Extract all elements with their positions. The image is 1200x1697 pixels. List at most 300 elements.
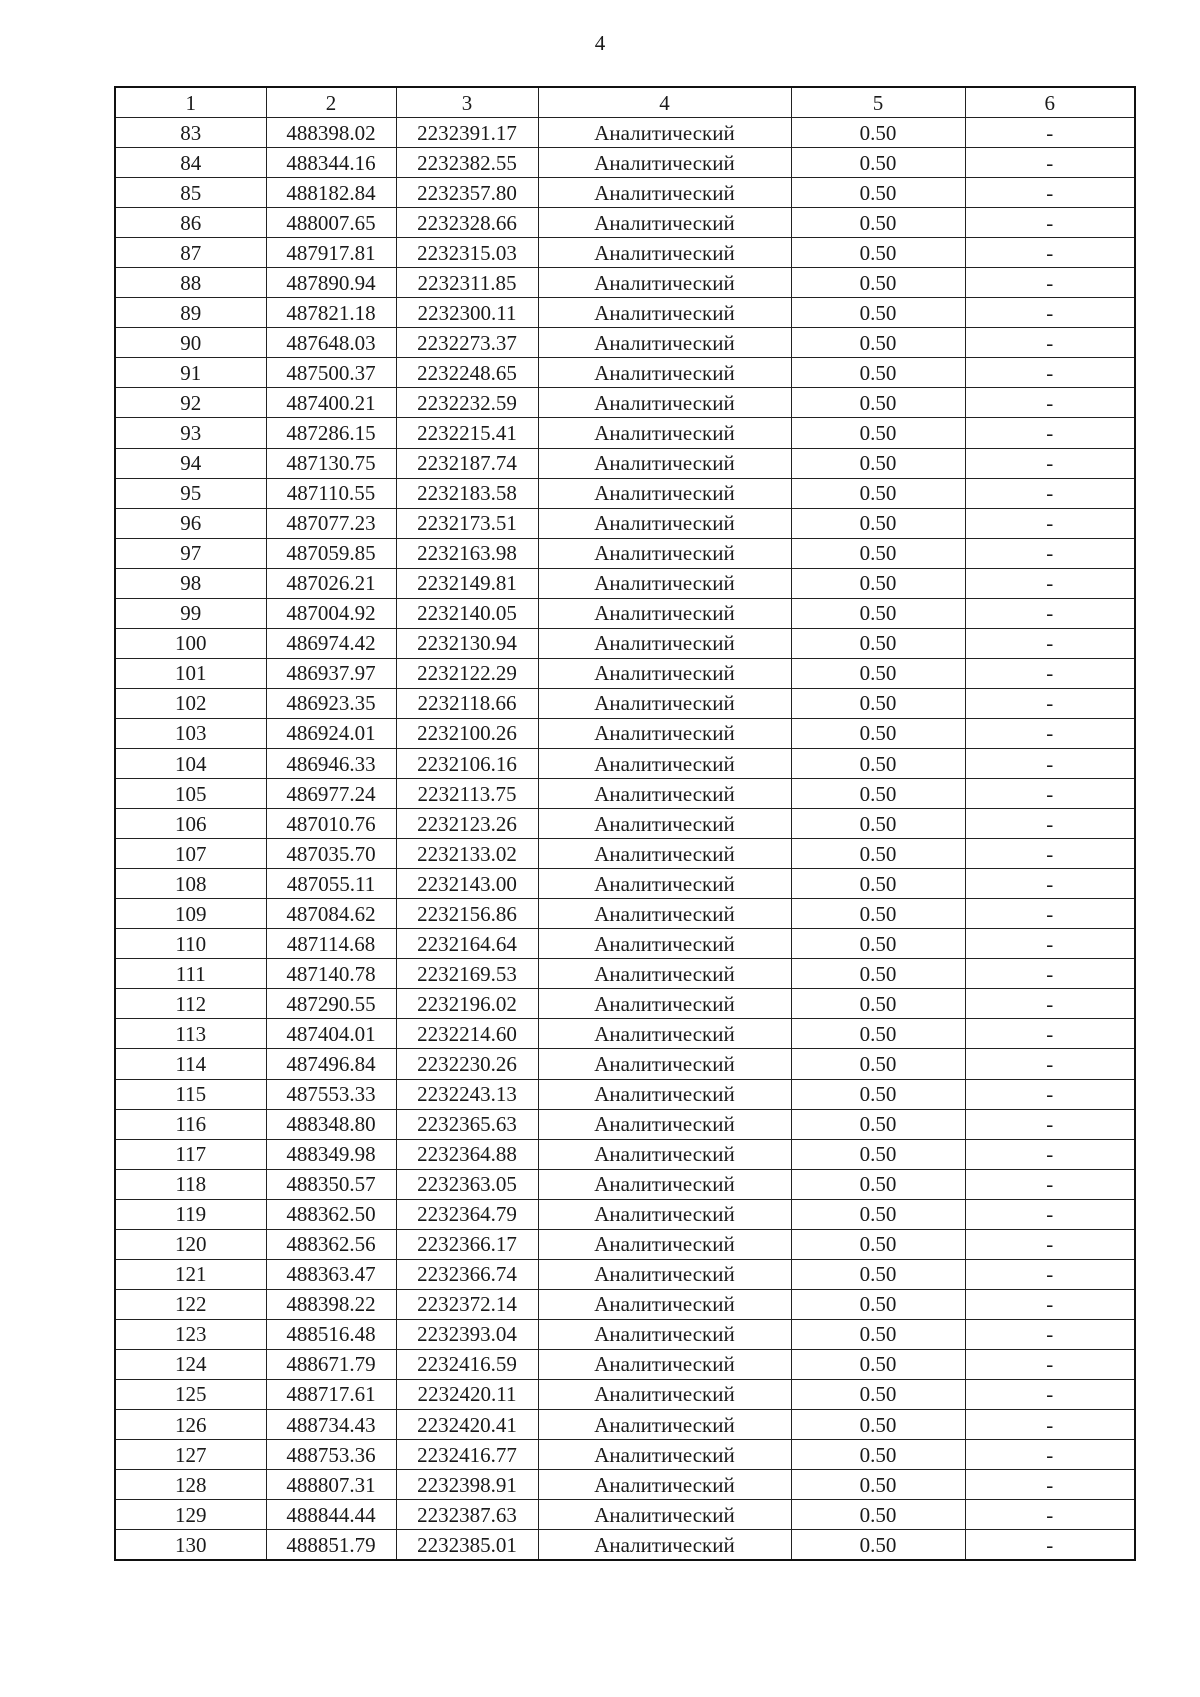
method-cell: Аналитический	[538, 718, 791, 748]
point-number-cell: 101	[115, 658, 266, 688]
point-number-cell: 121	[115, 1259, 266, 1289]
table-row	[115, 929, 1135, 959]
y-coordinate-cell: 2232173.51	[396, 508, 538, 538]
y-coordinate-cell: 2232140.05	[396, 598, 538, 628]
method-cell: Аналитический	[538, 1199, 791, 1229]
y-coordinate-cell: 2232215.41	[396, 418, 538, 448]
note-cell: -	[965, 268, 1135, 298]
method-cell: Аналитический	[538, 418, 791, 448]
table-row	[115, 448, 1135, 478]
method-cell: Аналитический	[538, 568, 791, 598]
y-coordinate-cell: 2232123.26	[396, 809, 538, 839]
y-coordinate-cell: 2232130.94	[396, 628, 538, 658]
method-cell: Аналитический	[538, 1349, 791, 1379]
accuracy-cell: 0.50	[791, 568, 965, 598]
method-cell: Аналитический	[538, 538, 791, 568]
y-coordinate-cell: 2232393.04	[396, 1319, 538, 1349]
point-number-cell: 100	[115, 628, 266, 658]
point-number-cell: 105	[115, 779, 266, 809]
x-coordinate-cell: 487010.76	[266, 809, 396, 839]
note-cell: -	[965, 418, 1135, 448]
note-cell: -	[965, 959, 1135, 989]
x-coordinate-cell: 487890.94	[266, 268, 396, 298]
accuracy-cell: 0.50	[791, 688, 965, 718]
method-cell: Аналитический	[538, 1169, 791, 1199]
x-coordinate-cell: 487648.03	[266, 328, 396, 358]
point-number-cell: 109	[115, 899, 266, 929]
method-cell: Аналитический	[538, 1319, 791, 1349]
table-row	[115, 298, 1135, 328]
note-cell: -	[965, 1139, 1135, 1169]
y-coordinate-cell: 2232243.13	[396, 1079, 538, 1109]
x-coordinate-cell: 488844.44	[266, 1500, 396, 1530]
table-row	[115, 1379, 1135, 1409]
method-cell: Аналитический	[538, 1470, 791, 1500]
y-coordinate-cell: 2232328.66	[396, 208, 538, 238]
method-cell: Аналитический	[538, 1500, 791, 1530]
method-cell: Аналитический	[538, 929, 791, 959]
table-body	[115, 118, 1135, 1561]
x-coordinate-cell: 488851.79	[266, 1530, 396, 1561]
note-cell: -	[965, 809, 1135, 839]
method-cell: Аналитический	[538, 688, 791, 718]
table-row	[115, 839, 1135, 869]
y-coordinate-cell: 2232164.64	[396, 929, 538, 959]
point-number-cell: 87	[115, 238, 266, 268]
note-cell: -	[965, 1229, 1135, 1259]
accuracy-cell: 0.50	[791, 1139, 965, 1169]
accuracy-cell: 0.50	[791, 959, 965, 989]
x-coordinate-cell: 486974.42	[266, 628, 396, 658]
point-number-cell: 113	[115, 1019, 266, 1049]
table-row	[115, 1349, 1135, 1379]
note-cell: -	[965, 1109, 1135, 1139]
point-number-cell: 114	[115, 1049, 266, 1079]
x-coordinate-cell: 488182.84	[266, 178, 396, 208]
y-coordinate-cell: 2232398.91	[396, 1470, 538, 1500]
table-row	[115, 568, 1135, 598]
method-cell: Аналитический	[538, 148, 791, 178]
x-coordinate-cell: 486924.01	[266, 718, 396, 748]
table-row	[115, 809, 1135, 839]
note-cell: -	[965, 178, 1135, 208]
x-coordinate-cell: 488362.56	[266, 1229, 396, 1259]
method-cell: Аналитический	[538, 748, 791, 778]
accuracy-cell: 0.50	[791, 748, 965, 778]
x-coordinate-cell: 487553.33	[266, 1079, 396, 1109]
accuracy-cell: 0.50	[791, 448, 965, 478]
x-coordinate-cell: 487004.92	[266, 598, 396, 628]
note-cell: -	[965, 508, 1135, 538]
x-coordinate-cell: 488344.16	[266, 148, 396, 178]
coordinates-table	[114, 86, 1136, 1561]
table-row	[115, 869, 1135, 899]
x-coordinate-cell: 488753.36	[266, 1440, 396, 1470]
point-number-cell: 115	[115, 1079, 266, 1109]
x-coordinate-cell: 488717.61	[266, 1379, 396, 1409]
point-number-cell: 116	[115, 1109, 266, 1139]
x-coordinate-cell: 487026.21	[266, 568, 396, 598]
point-number-cell: 99	[115, 598, 266, 628]
y-coordinate-cell: 2232366.74	[396, 1259, 538, 1289]
note-cell: -	[965, 779, 1135, 809]
point-number-cell: 125	[115, 1379, 266, 1409]
table-row	[115, 1470, 1135, 1500]
point-number-cell: 106	[115, 809, 266, 839]
method-cell: Аналитический	[538, 989, 791, 1019]
y-coordinate-cell: 2232363.05	[396, 1169, 538, 1199]
table-header-row	[115, 87, 1135, 118]
table-row	[115, 478, 1135, 508]
accuracy-cell: 0.50	[791, 508, 965, 538]
point-number-cell: 111	[115, 959, 266, 989]
method-cell: Аналитический	[538, 478, 791, 508]
point-number-cell: 102	[115, 688, 266, 718]
accuracy-cell: 0.50	[791, 839, 965, 869]
method-cell: Аналитический	[538, 869, 791, 899]
accuracy-cell: 0.50	[791, 1259, 965, 1289]
table-row	[115, 899, 1135, 929]
x-coordinate-cell: 487404.01	[266, 1019, 396, 1049]
point-number-cell: 98	[115, 568, 266, 598]
method-cell: Аналитический	[538, 328, 791, 358]
point-number-cell: 118	[115, 1169, 266, 1199]
table-row	[115, 268, 1135, 298]
note-cell: -	[965, 388, 1135, 418]
x-coordinate-cell: 487055.11	[266, 869, 396, 899]
table-row	[115, 1199, 1135, 1229]
note-cell: -	[965, 148, 1135, 178]
x-coordinate-cell: 487077.23	[266, 508, 396, 538]
x-coordinate-cell: 487400.21	[266, 388, 396, 418]
y-coordinate-cell: 2232187.74	[396, 448, 538, 478]
accuracy-cell: 0.50	[791, 268, 965, 298]
method-cell: Аналитический	[538, 118, 791, 148]
table-row	[115, 388, 1135, 418]
point-number-cell: 88	[115, 268, 266, 298]
table-row	[115, 1169, 1135, 1199]
table-row	[115, 1079, 1135, 1109]
accuracy-cell: 0.50	[791, 1169, 965, 1199]
table-row	[115, 688, 1135, 718]
note-cell: -	[965, 1470, 1135, 1500]
y-coordinate-cell: 2232196.02	[396, 989, 538, 1019]
method-cell: Аналитический	[538, 598, 791, 628]
method-cell: Аналитический	[538, 298, 791, 328]
table-row	[115, 628, 1135, 658]
accuracy-cell: 0.50	[791, 238, 965, 268]
table-row	[115, 208, 1135, 238]
method-cell: Аналитический	[538, 208, 791, 238]
point-number-cell: 83	[115, 118, 266, 148]
x-coordinate-cell: 488363.47	[266, 1259, 396, 1289]
method-cell: Аналитический	[538, 899, 791, 929]
y-coordinate-cell: 2232357.80	[396, 178, 538, 208]
column-header: 6	[965, 87, 1135, 118]
accuracy-cell: 0.50	[791, 118, 965, 148]
y-coordinate-cell: 2232315.03	[396, 238, 538, 268]
x-coordinate-cell: 487130.75	[266, 448, 396, 478]
note-cell: -	[965, 1500, 1135, 1530]
point-number-cell: 124	[115, 1349, 266, 1379]
point-number-cell: 112	[115, 989, 266, 1019]
table-row	[115, 1019, 1135, 1049]
point-number-cell: 92	[115, 388, 266, 418]
column-header: 4	[538, 87, 791, 118]
x-coordinate-cell: 488807.31	[266, 1470, 396, 1500]
x-coordinate-cell: 487496.84	[266, 1049, 396, 1079]
y-coordinate-cell: 2232113.75	[396, 779, 538, 809]
y-coordinate-cell: 2232230.26	[396, 1049, 538, 1079]
table-row	[115, 658, 1135, 688]
accuracy-cell: 0.50	[791, 538, 965, 568]
x-coordinate-cell: 488007.65	[266, 208, 396, 238]
y-coordinate-cell: 2232118.66	[396, 688, 538, 718]
note-cell: -	[965, 1410, 1135, 1440]
note-cell: -	[965, 208, 1135, 238]
y-coordinate-cell: 2232133.02	[396, 839, 538, 869]
table-row	[115, 1410, 1135, 1440]
note-cell: -	[965, 1530, 1135, 1561]
accuracy-cell: 0.50	[791, 1199, 965, 1229]
method-cell: Аналитический	[538, 388, 791, 418]
note-cell: -	[965, 748, 1135, 778]
x-coordinate-cell: 486946.33	[266, 748, 396, 778]
x-coordinate-cell: 487059.85	[266, 538, 396, 568]
point-number-cell: 93	[115, 418, 266, 448]
column-header: 3	[396, 87, 538, 118]
x-coordinate-cell: 488671.79	[266, 1349, 396, 1379]
table-row	[115, 1049, 1135, 1079]
y-coordinate-cell: 2232183.58	[396, 478, 538, 508]
y-coordinate-cell: 2232122.29	[396, 658, 538, 688]
point-number-cell: 89	[115, 298, 266, 328]
point-number-cell: 130	[115, 1530, 266, 1561]
point-number-cell: 128	[115, 1470, 266, 1500]
y-coordinate-cell: 2232232.59	[396, 388, 538, 418]
accuracy-cell: 0.50	[791, 1410, 965, 1440]
x-coordinate-cell: 488398.22	[266, 1289, 396, 1319]
column-header: 2	[266, 87, 396, 118]
point-number-cell: 84	[115, 148, 266, 178]
table-row	[115, 1139, 1135, 1169]
note-cell: -	[965, 1440, 1135, 1470]
y-coordinate-cell: 2232416.77	[396, 1440, 538, 1470]
method-cell: Аналитический	[538, 268, 791, 298]
method-cell: Аналитический	[538, 238, 791, 268]
accuracy-cell: 0.50	[791, 1319, 965, 1349]
x-coordinate-cell: 487290.55	[266, 989, 396, 1019]
point-number-cell: 97	[115, 538, 266, 568]
table-row	[115, 1289, 1135, 1319]
note-cell: -	[965, 598, 1135, 628]
x-coordinate-cell: 488398.02	[266, 118, 396, 148]
y-coordinate-cell: 2232364.79	[396, 1199, 538, 1229]
table-row	[115, 178, 1135, 208]
point-number-cell: 96	[115, 508, 266, 538]
accuracy-cell: 0.50	[791, 598, 965, 628]
y-coordinate-cell: 2232385.01	[396, 1530, 538, 1561]
method-cell: Аналитический	[538, 178, 791, 208]
accuracy-cell: 0.50	[791, 1229, 965, 1259]
table-row	[115, 1500, 1135, 1530]
x-coordinate-cell: 488362.50	[266, 1199, 396, 1229]
y-coordinate-cell: 2232382.55	[396, 148, 538, 178]
point-number-cell: 107	[115, 839, 266, 869]
y-coordinate-cell: 2232420.41	[396, 1410, 538, 1440]
table-row	[115, 989, 1135, 1019]
method-cell: Аналитический	[538, 448, 791, 478]
x-coordinate-cell: 487084.62	[266, 899, 396, 929]
note-cell: -	[965, 718, 1135, 748]
method-cell: Аналитический	[538, 1410, 791, 1440]
accuracy-cell: 0.50	[791, 1019, 965, 1049]
accuracy-cell: 0.50	[791, 208, 965, 238]
accuracy-cell: 0.50	[791, 1349, 965, 1379]
note-cell: -	[965, 1049, 1135, 1079]
point-number-cell: 95	[115, 478, 266, 508]
accuracy-cell: 0.50	[791, 899, 965, 929]
table-row	[115, 508, 1135, 538]
point-number-cell: 127	[115, 1440, 266, 1470]
point-number-cell: 120	[115, 1229, 266, 1259]
method-cell: Аналитический	[538, 1049, 791, 1079]
method-cell: Аналитический	[538, 839, 791, 869]
y-coordinate-cell: 2232273.37	[396, 328, 538, 358]
note-cell: -	[965, 989, 1135, 1019]
method-cell: Аналитический	[538, 508, 791, 538]
x-coordinate-cell: 488349.98	[266, 1139, 396, 1169]
point-number-cell: 86	[115, 208, 266, 238]
note-cell: -	[965, 688, 1135, 718]
point-number-cell: 126	[115, 1410, 266, 1440]
x-coordinate-cell: 488348.80	[266, 1109, 396, 1139]
table-row	[115, 748, 1135, 778]
table-row	[115, 1530, 1135, 1561]
note-cell: -	[965, 478, 1135, 508]
accuracy-cell: 0.50	[791, 388, 965, 418]
note-cell: -	[965, 238, 1135, 268]
accuracy-cell: 0.50	[791, 1470, 965, 1500]
method-cell: Аналитический	[538, 1440, 791, 1470]
method-cell: Аналитический	[538, 1019, 791, 1049]
method-cell: Аналитический	[538, 1229, 791, 1259]
note-cell: -	[965, 1349, 1135, 1379]
method-cell: Аналитический	[538, 1259, 791, 1289]
point-number-cell: 122	[115, 1289, 266, 1319]
y-coordinate-cell: 2232372.14	[396, 1289, 538, 1319]
point-number-cell: 103	[115, 718, 266, 748]
table-row	[115, 538, 1135, 568]
table-row	[115, 118, 1135, 148]
note-cell: -	[965, 358, 1135, 388]
accuracy-cell: 0.50	[791, 478, 965, 508]
point-number-cell: 123	[115, 1319, 266, 1349]
table-row	[115, 148, 1135, 178]
note-cell: -	[965, 1079, 1135, 1109]
note-cell: -	[965, 1169, 1135, 1199]
accuracy-cell: 0.50	[791, 869, 965, 899]
note-cell: -	[965, 298, 1135, 328]
x-coordinate-cell: 487140.78	[266, 959, 396, 989]
x-coordinate-cell: 488350.57	[266, 1169, 396, 1199]
method-cell: Аналитический	[538, 1289, 791, 1319]
y-coordinate-cell: 2232387.63	[396, 1500, 538, 1530]
point-number-cell: 85	[115, 178, 266, 208]
x-coordinate-cell: 487035.70	[266, 839, 396, 869]
accuracy-cell: 0.50	[791, 178, 965, 208]
y-coordinate-cell: 2232311.85	[396, 268, 538, 298]
table-row	[115, 328, 1135, 358]
y-coordinate-cell: 2232300.11	[396, 298, 538, 328]
point-number-cell: 119	[115, 1199, 266, 1229]
x-coordinate-cell: 488734.43	[266, 1410, 396, 1440]
x-coordinate-cell: 486937.97	[266, 658, 396, 688]
x-coordinate-cell: 486923.35	[266, 688, 396, 718]
y-coordinate-cell: 2232214.60	[396, 1019, 538, 1049]
accuracy-cell: 0.50	[791, 809, 965, 839]
point-number-cell: 90	[115, 328, 266, 358]
x-coordinate-cell: 487110.55	[266, 478, 396, 508]
accuracy-cell: 0.50	[791, 1289, 965, 1319]
table-row	[115, 959, 1135, 989]
y-coordinate-cell: 2232364.88	[396, 1139, 538, 1169]
accuracy-cell: 0.50	[791, 1530, 965, 1561]
point-number-cell: 94	[115, 448, 266, 478]
accuracy-cell: 0.50	[791, 298, 965, 328]
y-coordinate-cell: 2232100.26	[396, 718, 538, 748]
note-cell: -	[965, 118, 1135, 148]
x-coordinate-cell: 486977.24	[266, 779, 396, 809]
method-cell: Аналитический	[538, 1379, 791, 1409]
y-coordinate-cell: 2232149.81	[396, 568, 538, 598]
note-cell: -	[965, 1379, 1135, 1409]
accuracy-cell: 0.50	[791, 148, 965, 178]
note-cell: -	[965, 658, 1135, 688]
note-cell: -	[965, 538, 1135, 568]
table-row	[115, 1319, 1135, 1349]
table-row	[115, 1229, 1135, 1259]
y-coordinate-cell: 2232391.17	[396, 118, 538, 148]
method-cell: Аналитический	[538, 1530, 791, 1561]
note-cell: -	[965, 1289, 1135, 1319]
accuracy-cell: 0.50	[791, 658, 965, 688]
accuracy-cell: 0.50	[791, 779, 965, 809]
accuracy-cell: 0.50	[791, 1440, 965, 1470]
y-coordinate-cell: 2232365.63	[396, 1109, 538, 1139]
page-number: 4	[594, 31, 606, 55]
x-coordinate-cell: 487821.18	[266, 298, 396, 328]
y-coordinate-cell: 2232248.65	[396, 358, 538, 388]
note-cell: -	[965, 1319, 1135, 1349]
y-coordinate-cell: 2232156.86	[396, 899, 538, 929]
method-cell: Аналитический	[538, 658, 791, 688]
accuracy-cell: 0.50	[791, 989, 965, 1019]
accuracy-cell: 0.50	[791, 1109, 965, 1139]
x-coordinate-cell: 487286.15	[266, 418, 396, 448]
method-cell: Аналитический	[538, 1139, 791, 1169]
note-cell: -	[965, 1199, 1135, 1229]
column-header: 1	[115, 87, 266, 118]
point-number-cell: 129	[115, 1500, 266, 1530]
method-cell: Аналитический	[538, 1079, 791, 1109]
note-cell: -	[965, 568, 1135, 598]
point-number-cell: 108	[115, 869, 266, 899]
accuracy-cell: 0.50	[791, 929, 965, 959]
table-row	[115, 1440, 1135, 1470]
method-cell: Аналитический	[538, 628, 791, 658]
x-coordinate-cell: 488516.48	[266, 1319, 396, 1349]
